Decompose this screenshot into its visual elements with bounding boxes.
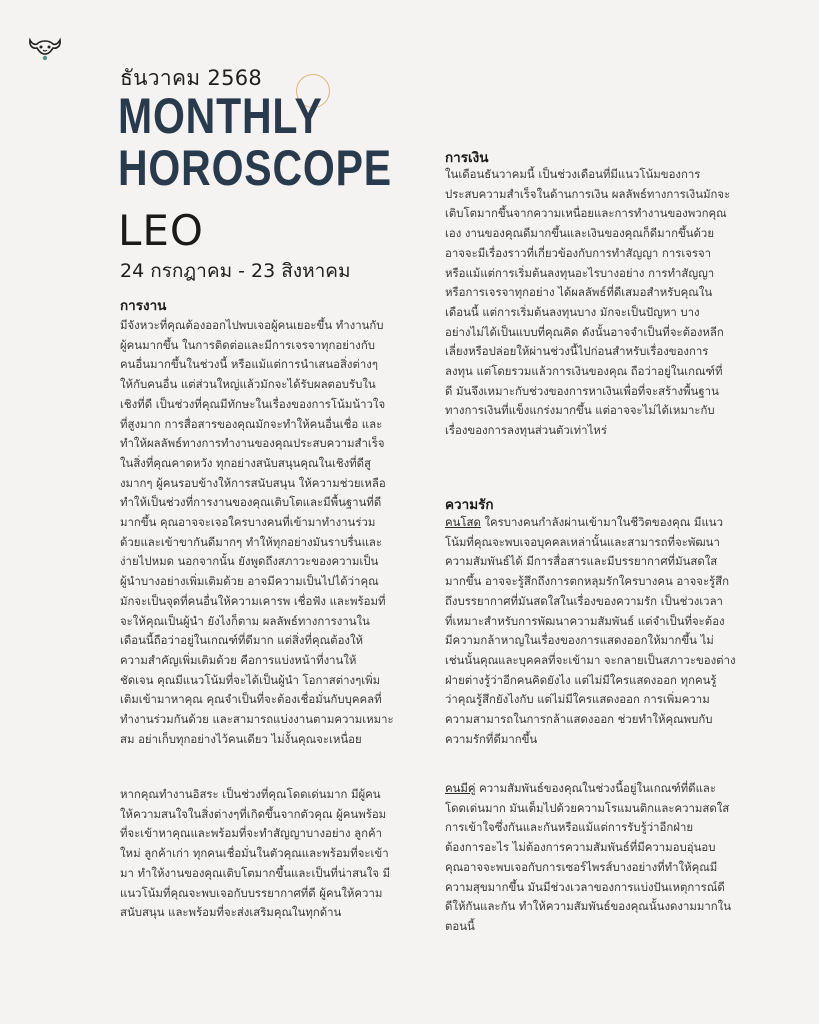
couple-label: คนมีคู่ — [445, 781, 476, 795]
page-title — [118, 90, 392, 194]
couple-text: ความสัมพันธ์ของคุณในช่วงนี้อยู่ในเกณฑ์ที่ดีและ โดดเด่นมาก มันเต็มไปด้วยความโรแมนติกและความสดใส การเข้าใจซึ่งกันและกันหรือแม้แต่การรับรู้ว่าอีกฝ่าย ต้องการอะไร ไม่ต้องการความสัมพันธ์ที่มีความอบอุ่นอบ คุณอาจจะพบเจอกับการเซอร์ไพรส์บางอย่างที่ทำให้คุณมี ความสุขมากขึ้น มันมีช่วงเวลาของการแบ่งปันเหตุการณ์ดี ดีให้กันและกัน ทำให้ความสัมพันธ์ของคุณนั้นงดงามมากใน ตอนนี้ — [445, 781, 732, 933]
work-paragraph-1: มีจังหวะที่คุณต้องออกไปพบเจอผู้คนเยอะขึ้น ทำงานกับ ผู้คนมากขึ้น ในการติดต่อและมีการเจรจาทุกอย่างกับ คนอื่นมากขึ้นในช่วงนี้ หรือแม้แต่การนำเสนอสิ่งต่างๆ ให้กับคนอื่น แต่ส่วนใหญ่แล้วมักจะได้รับผลตอบรับใน เชิงที่ดี เป็นช่วงที่คุณมีทักษะในเรื่องของการโน้มน้าวใจ ที่สูงมาก การสื่อสารของคุณมักจะทำให้คนอื่นเชื่อ และ ทำให้ผลลัพธ์ทางการทำงานของคุณประสบความสำเร็จ ในสิ่งที่คุณคาดหวัง ทุกอย่างสนับสนุนคุณในเชิงที่ดีสู งมากๆ ผู้คนรอบข้างให้การสนับสนุน ให้ความช่วยเหลือ ทำให้เป็นช่วงที่การงานของคุณเติบโตและมีพื้นฐานที่ดี มากขึ้น คุณอาจจะเจอใครบางคนที่เข้ามาทำงานร่วม ด้วยและเข้าขากันดีมากๆ ทำให้ทุกอย่างมันราบรื่นและ ง่ายไปหมด นอกจากนั้น ยังพูดถึงสภาวะของความเป็น ผู้นำบางอย่างเพิ่มเติมด้วย อาจมีความเป็นไปได้ว่าคุณ มักจะเป็นจุดที่คนอื่นให้ความเคารพ เชื่อฟัง และพร้อมที่ จะให้คุณเป็นผู้นำ ยังไงก็ตาม ผลลัพธ์ทางการงานใน เดือนนี้ถือว่าอยู่ในเกณฑ์ที่ดีมาก แต่สิ่งที่คุณต้องให้ ความสำคัญเพิ่มเติมด้วย คือการแบ่งหน้าที่งานให้ ชัดเจน คุณมีแนวโน้มที่จะได้เป็นผู้นำ โอกาสต่างๆเพิ่ม เติมเข้ามาหาคุณ คุณจำเป็นที่จะต้องเชื่อมั่นกับบุคคลที่ ทำงานร่วมกันด้วย และสามารถแบ่งงานตามความเหมาะ สม อย่าเก็บทุกอย่างไว้คนเดียว ไม่งั้นคุณจะเหนื่อย — [120, 318, 394, 746]
single-label: คนโสด — [445, 515, 481, 529]
love-heading: ความรัก — [445, 497, 494, 513]
single-text: ใครบางคนกำลังผ่านเข้ามาในชีวิตของคุณ มีแนว โน้มที่คุณจะพบเจอบุคคลเหล่านั้นและสามารถที่จะพัฒนา ความสัมพันธ์ได้ มีการสื่อสารและมีบรรยากาศที่มันสดใส มากขึ้น อาจจะรู้สึกถึงการตกหลุมรักใครบางคน อาจจะรู้สึก ถึงบรรยากาศที่มันสดใสในเรื่องของความรัก เป็นช่วงเวลา ที่เหมาะสำหรับการพัฒนาความสัมพันธ์ แต่จำเป็นที่จะต้อง มีความกล้าหาญในเรื่องของการแสดงออกให้มากขึ้น ไม่ เช่นนั้นคุณและบุคคลที่จะเข้ามา จะกลายเป็นสภาวะของต่าง ฝ่ายต่างรู้ว่าอีกคนคิดยังไง แต่ไม่มีใครแสดงออก ทุกคนรู้ ว่าคุณรู้สึกยังไงกับ แต่ไม่มีใครแสดงออก การเพิ่มความ ความสามารถในการกล้าแสดงออก ช่วยทำให้คุณพบกับ ความรักที่ดีมากขึ้น — [445, 515, 736, 746]
love-single-paragraph — [445, 513, 775, 749]
taurus-head-logo-icon — [27, 34, 63, 64]
title-line-horoscope: HOROSCOPE — [118, 140, 392, 196]
title-line-monthly: MONTHLY — [118, 88, 323, 144]
love-couple-paragraph — [445, 779, 775, 937]
money-paragraph: ในเดือนธันวาคมนี้ เป็นช่วงเดือนที่มีแนวโน้มของการ ประสบความสำเร็จในด้านการเงิน ผลลัพธ์ทางการเงินมักจะ เติบโตมากขึ้นจากความเหนื่อยและการทำงานของพวกคุณ เอง งานของคุณดีมากขึ้นและเงินของคุณก็ดีมากขึ้นด้วย อาจจะมีเรื่องราวที่เกี่ยวข้องกับการทำสัญญา การเจรจา หรือแม้แต่การเริ่มต้นลงทุนอะไรบางอย่าง การทำสัญญา หรือการเจรจาทุกอย่าง ได้ผลลัพธ์ที่ดีเสมอสำหรับคุณใน เดือนนี้ แต่การเริ่มต้นลงทุนบาง มักจะเป็นปัญหา บาง อย่างไม่ได้เป็นแบบที่คุณคิด ดังนั้นอาจจำเป็นที่จะต้องหลีก เลี่ยงหรือปล่อยให้ผ่านช่วงนี้ไปก่อนสำหรับเรื่องของการ ลงทุน แต่โดยรวมแล้วการเงินของคุณ ถือว่าอยู่ในเกณฑ์ที่ ดี มันจึงเหมาะกับช่วงของการหาเงินเพื่อที่จะสร้างพื้นฐาน ทางการเงินที่แข็งแกร่งมากขึ้น แต่อาจจะไม่ได้เหมาะกับ เรื่องของการลงทุนส่วนตัวเท่าไหร่ — [445, 167, 731, 438]
work-paragraph-2: หากคุณทำงานอิสระ เป็นช่วงที่คุณโดดเด่นมาก มีผู้คน ให้ความสนใจในสิ่งต่างๆที่เกิดขึ้นจากตัวคุณ ผู้คนพร้อม ที่จะเข้าหาคุณและพร้อมที่จะทำสัญญาบางอย่าง ลูกค้า ใหม่ ลูกค้าเก่า ทุกคนเชื่อมั่นในตัวคุณและพร้อมที่จะเข้า มา ทำให้งานของคุณเติบโตมากขึ้นและเป็นที่น่าสนใจ มี แนวโน้มที่คุณจะพบเจอกับบรรยากาศที่ดี ผู้คนให้ความ สนับสนุน และพร้อมที่จะส่งเสริมคุณในทุกด้าน — [120, 787, 391, 920]
money-heading: การเงิน — [445, 150, 489, 166]
work-heading: การงาน — [120, 298, 167, 314]
zodiac-sign: LEO — [118, 206, 204, 255]
month-label: ธันวาคม 2568 — [120, 66, 263, 90]
date-range: 24 กรกฎาคม - 23 สิงหาคม — [120, 260, 351, 282]
